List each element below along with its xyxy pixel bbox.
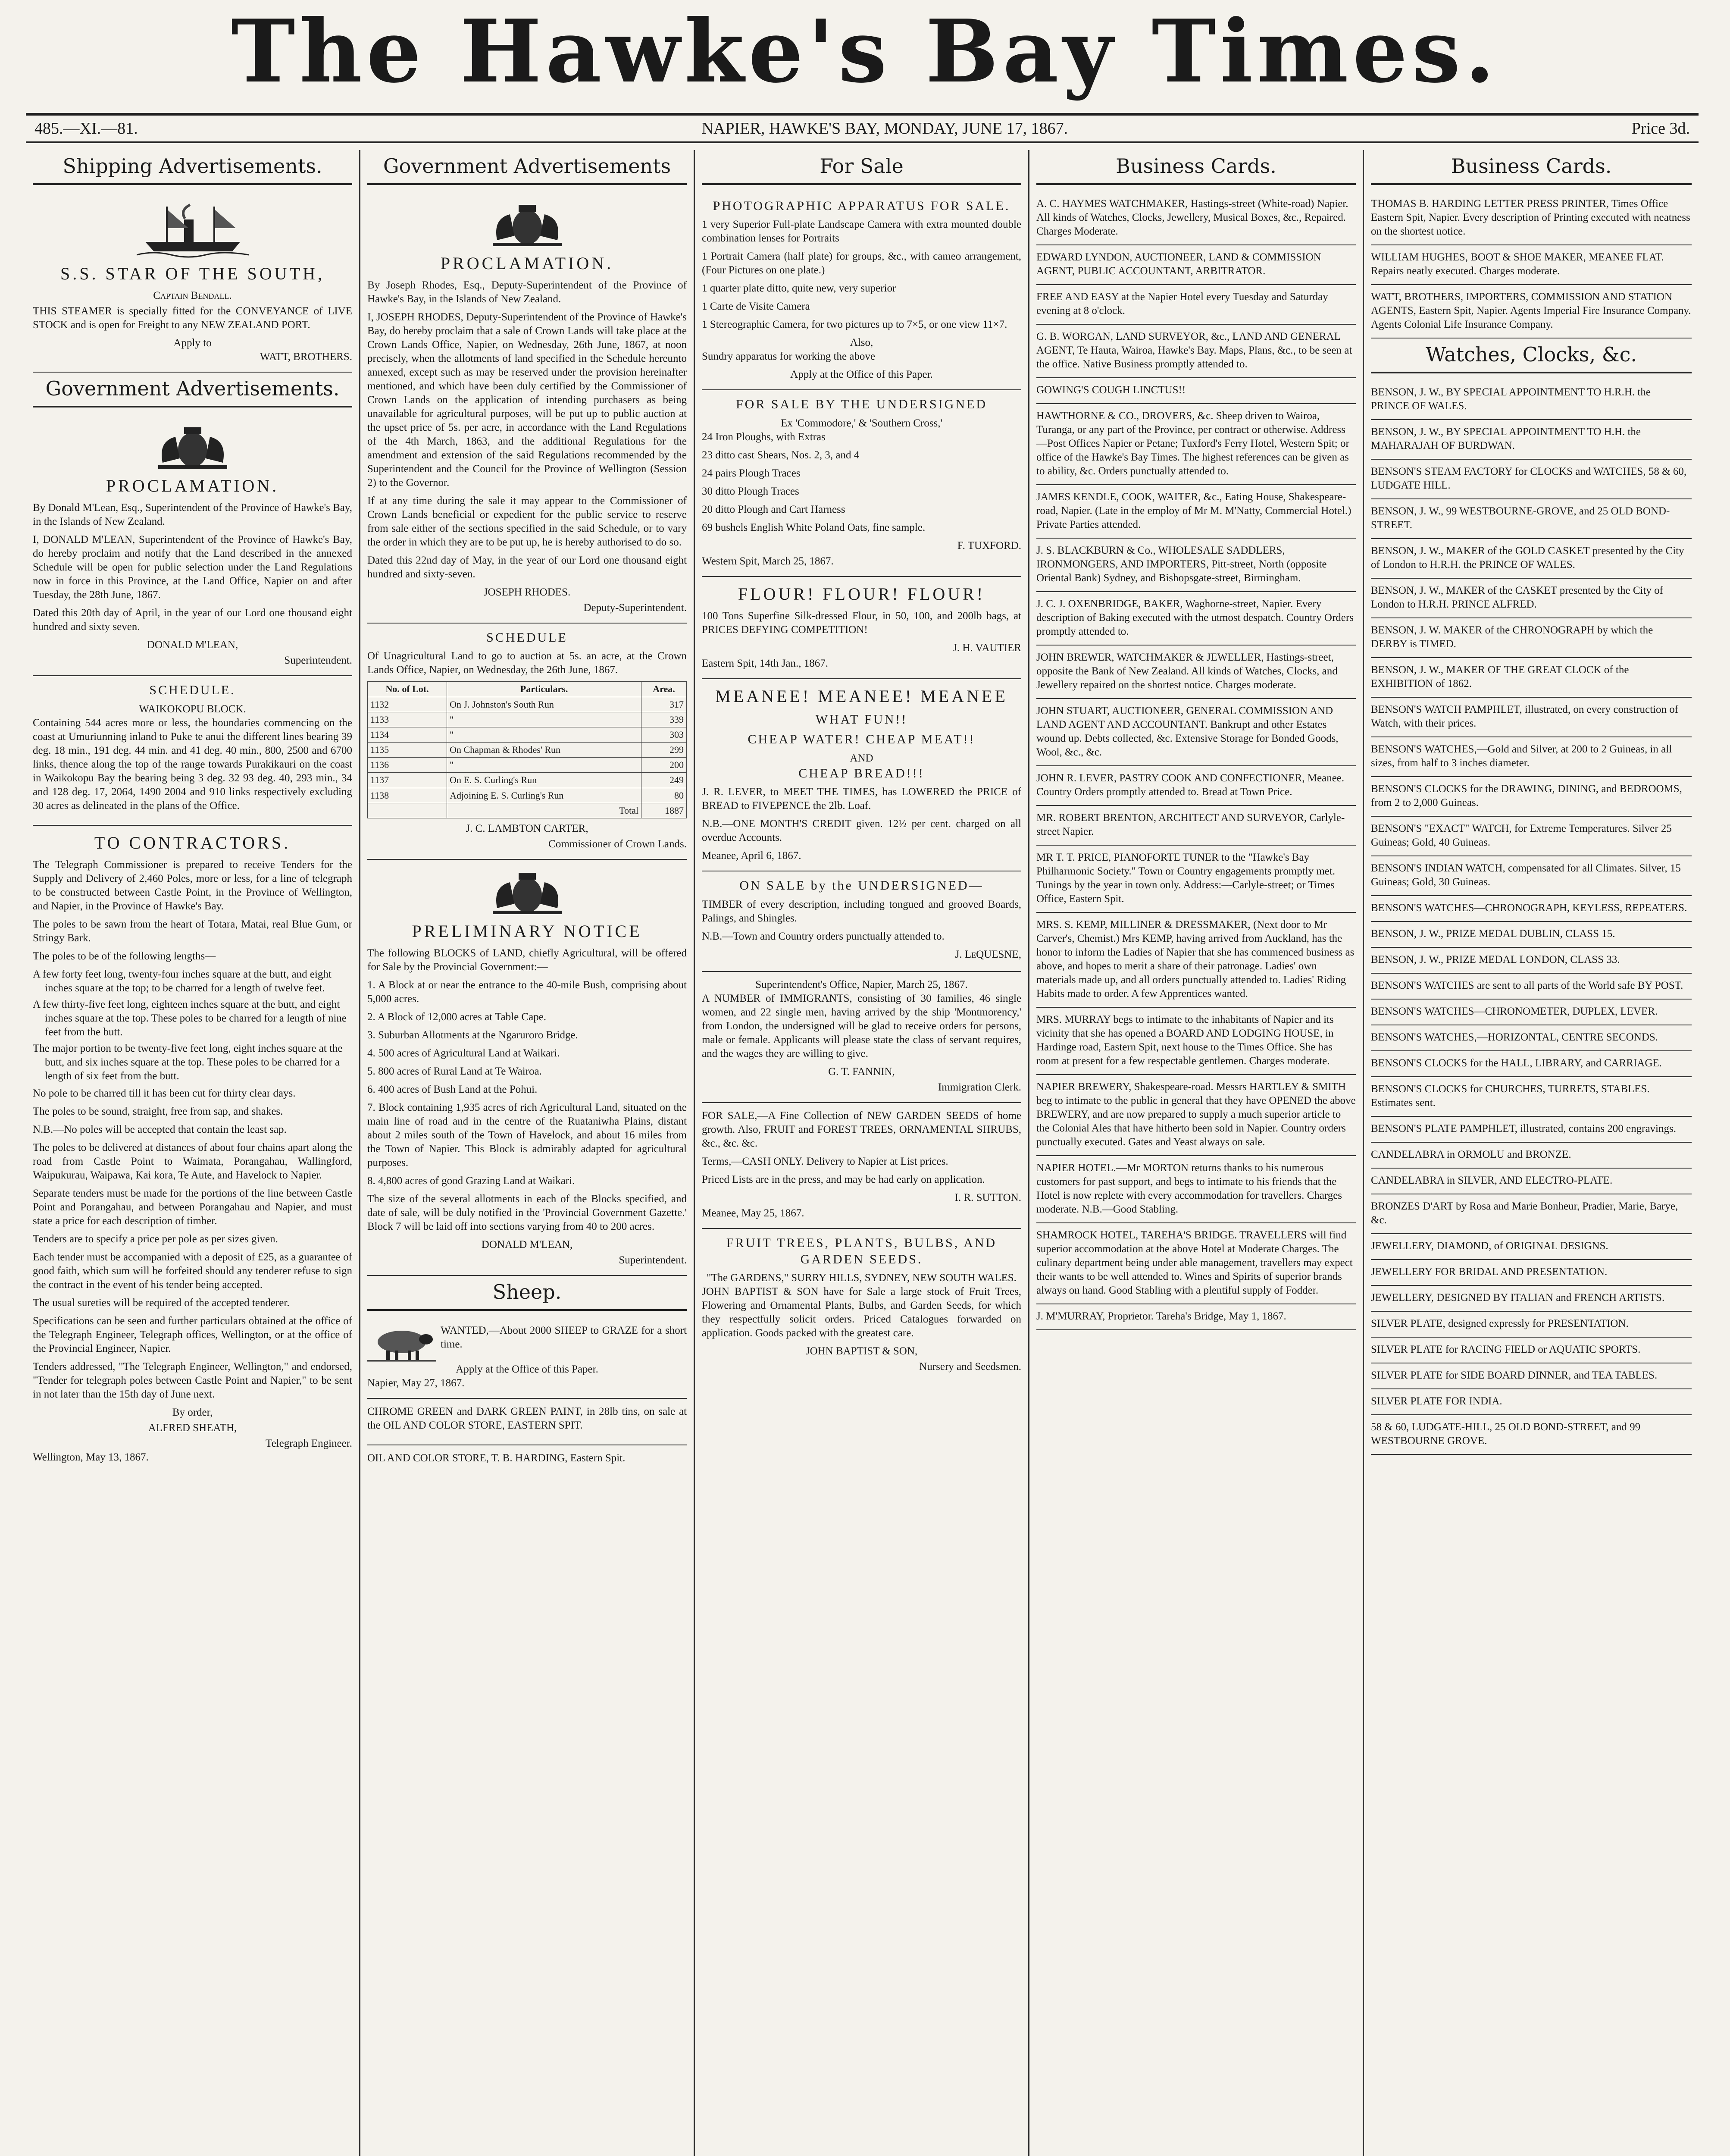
benson-ad: BENSON'S WATCHES,—Gold and Silver, at 200 to 2 Guineas, in all sizes, from half to 3 inches diameter.	[1371, 737, 1692, 777]
seeds-signed: I. R. SUTTON.	[954, 1191, 1021, 1203]
list-item: 30 ditto Plough Traces	[702, 485, 799, 497]
ship-ad-body: THIS STEAMER is specially fitted for the CONVEYANCE of LIVE STOCK and is open for Freight to any NEW ZEALAND PORT.	[33, 305, 352, 331]
business-card: NAPIER HOTEL.—Mr MORTON returns thanks to his numerous customers for past support, and begs to intimate to his friends that the Hotel is now replete with every accommodation for travellers. Charges moderate. N.B.—Good Stabling.	[1036, 1156, 1356, 1223]
meanee-nb: N.B.—ONE MONTH'S CREDIT given. 12½ per cent. charged on all overdue Accounts.	[702, 818, 1021, 844]
contractors-title: TO CONTRACTORS.	[94, 833, 291, 852]
schedule-signed: J. C. LAMBTON CARTER,	[466, 822, 588, 834]
preliminary-note: The size of the several allotments in each of the Blocks specified, and date of sale, will be duly notified in the 'Provincial Government Gazette.' Block 7 will be laid off into sections varying from 40 to 200 acres.	[367, 1193, 687, 1233]
business-card: EDWARD LYNDON, AUCTIONEER, LAND & COMMISSION AGENT, PUBLIC ACCOUNTANT, ARBITRATOR.	[1036, 245, 1356, 285]
business-card: FREE AND EASY at the Napier Hotel every Tuesday and Saturday evening at 8 o'clock.	[1036, 285, 1356, 325]
proclamation-rhodes	[367, 192, 687, 624]
benson-ad: JEWELLERY FOR BRIDAL AND PRESENTATION.	[1371, 1260, 1692, 1286]
list-item: 24 Iron Ploughs, with Extras	[702, 431, 826, 443]
business-card: J. C. J. OXENBRIDGE, BAKER, Waghorne-street, Napier. Every description of Baking executed with the utmost despatch. Country Orders promptly attended to.	[1036, 592, 1356, 646]
table-row	[368, 712, 687, 727]
table-cell: 1132	[368, 697, 447, 712]
benson-ad: JEWELLERY, DESIGNED BY ITALIAN and FRENCH ARTISTS.	[1371, 1286, 1692, 1312]
benson-ad: BENSON, J. W., 99 WESTBOURNE-GROVE, and 25 OLD BOND-STREET.	[1371, 499, 1692, 539]
business-card: WILLIAM HUGHES, BOOT & SHOE MAKER, MEANEE FLAT. Repairs neatly executed. Charges moderate.	[1371, 245, 1692, 285]
business-card: THOMAS B. HARDING LETTER PRESS PRINTER, Times Office Eastern Spit, Napier. Every description of Printing executed with neatness on the shortest notice.	[1371, 192, 1692, 245]
business-card: MR. ROBERT BRENTON, ARCHITECT AND SURVEYOR, Carlyle-street Napier.	[1036, 806, 1356, 846]
ploughs-place: Western Spit, March 25, 1867.	[702, 555, 834, 567]
sheep-icon	[367, 1324, 436, 1363]
masthead	[0, 0, 1730, 103]
proclamation-dated: Dated this 20th day of April, in the year of our Lord one thousand eight hundred and sixty seven.	[33, 607, 352, 633]
column-2	[360, 150, 695, 2156]
business-card: SHAMROCK HOTEL, TAREHA'S BRIDGE. TRAVELLERS will find superior accommodation at the above Hotel at Moderate Charges. The culinary department being under able management, travellers may expect their wants to be well attended to. Wines and Spirits of superior brands always on hand. Good Stabling with a plentiful supply of Fodder.	[1036, 1223, 1356, 1304]
total-value: 1887	[641, 803, 687, 818]
seeds-lists: Priced Lists are in the press, and may be had early on application.	[702, 1173, 985, 1185]
schedule-title: SCHEDULE.	[149, 683, 236, 698]
contractors-length-list	[33, 968, 352, 1083]
schedule-unagricultural	[367, 624, 687, 860]
business-card: JOHN R. LEVER, PASTRY COOK AND CONFECTIONER, Meanee. Country Orders promptly attended to. Bread at Town Price.	[1036, 766, 1356, 806]
list-item: 1 Carte de Visite Camera	[702, 301, 810, 313]
meanee-bread-ad	[702, 679, 1021, 871]
schedule-block: WAIKOKOPU BLOCK.	[139, 703, 246, 715]
seeds-title: FOR SALE,—A Fine Collection of NEW GARDEN SEEDS of home growth. Also, FRUIT and FOREST TREES, ORNAMENTAL SHRUBS, &c., &c. &c.	[702, 1109, 1021, 1149]
list-item: 8. 4,800 acres of good Grazing Land at Waikari.	[367, 1175, 575, 1187]
contractors-intro: The Telegraph Commissioner is prepared to receive Tenders for the Supply and Delivery of 2,460 Poles, more or less, for a line of telegraph to be constructed between Castle Point, in the Province of Wellington, and Napier, in the Province of Hawke's Bay.	[33, 859, 352, 912]
meanee-sub: WHAT FUN!!	[815, 712, 908, 727]
photo-apply: Apply at the Office of this Paper.	[790, 369, 933, 381]
benson-ad: BENSON'S CLOCKS for CHURCHES, TURRETS, STABLES. Estimates sent.	[1371, 1077, 1692, 1117]
contractors-note: N.B.—No poles will be accepted that contain the least sap.	[33, 1123, 287, 1135]
column-4	[1029, 150, 1364, 2156]
benson-ad: SILVER PLATE for RACING FIELD or AQUATIC SPORTS.	[1371, 1338, 1692, 1363]
contractors-poles: The poles to be sawn from the heart of Totara, Matai, real Blue Gum, or Stringy Bark.	[33, 918, 352, 944]
benson-ad: BENSON'S CLOCKS for the HALL, LIBRARY, and CARRIAGE.	[1371, 1051, 1692, 1077]
ship-captain: Captain Bendall.	[153, 290, 232, 302]
royal-crest-icon	[480, 869, 575, 917]
business-card: J. S. BLACKBURN & Co., WHOLESALE SADDLERS, IRONMONGERS, AND IMPORTERS, Pitt-street, North (opposite Oriental Bank) Sydney, and Bishopsgate-street, Birmingham.	[1036, 539, 1356, 592]
benson-ad: BENSON'S PLATE PAMPHLET, illustrated, contains 200 engravings.	[1371, 1117, 1692, 1143]
proclamation-role: Superintendent.	[284, 655, 352, 667]
list-item: The major portion to be twenty-five feet long, eight inches square at the butt, and six inches square at the top. These poles to be charred for a length of six feet from the butt.	[33, 1042, 343, 1082]
proclamation-signed: JOSEPH RHODES.	[483, 586, 571, 599]
table-cell: 1137	[368, 773, 447, 788]
list-item: 5. 800 acres of Rural Land at Te Wairoa.	[367, 1065, 542, 1078]
table-cell: On J. Johnston's South Run	[447, 697, 641, 712]
newspaper-title: The Hawke's Bay Times.	[231, 1, 1499, 102]
proclamation-dated: Dated this 22nd day of May, in the year of our Lord one thousand eight hundred and sixty-seven.	[367, 555, 687, 580]
table-cell: 299	[641, 743, 687, 758]
proclamation-body: I, JOSEPH RHODES, Deputy-Superintendent of the Province of Hawke's Bay, do hereby proclaim that a sale of Crown Lands will take place at the Crown Lands Office, Napier, on Wednesday, 26th June, 1867, at noon precisely, when the allotments of land specified in the Schedule hereunto annexed, except such as may be reserved under the provision hereinafter mentioned, and which have been duly certified by the Commissioner of Crown Lands on the application of intending purchasers as being unavailable for agricultural purposes, will be put up to public auction at the upset price of 5s. per acre, in accordance with the Land Regulations of the 4th March, 1863, and the additional Regulations for the amendment and extension of the said Regulations recommended by the Superintendent and the Council for the Province of Wellington (Session 2) to the Governor.	[367, 311, 687, 489]
benson-ad: BENSON, J. W., PRIZE MEDAL DUBLIN, CLASS 15.	[1371, 922, 1692, 948]
list-item: 69 bushels English White Poland Oats, fine sample.	[702, 521, 926, 533]
sheep-heading: Sheep.	[367, 1276, 687, 1311]
timber-signed: J. LeQUESNE,	[955, 948, 1021, 960]
contractors-note: The poles to be delivered at distances of about four chains apart along the road from Castle Point to Waimata, Porangahau, Wallingford, Waipukurau, Waipawa, Kai kora, Te Aute, and Havelock to Napier.	[33, 1141, 352, 1181]
preliminary-notice	[367, 860, 687, 1276]
contractors-note: Tenders addressed, "The Telegraph Engineer, Wellington," and endorsed, "Tender for telegraph poles between Castle Point and Napier," to be sent in not later than the 15th day of June next.	[33, 1360, 352, 1400]
proclamation-title: PROCLAMATION.	[440, 253, 614, 273]
flour-place: Eastern Spit, 14th Jan., 1867.	[702, 657, 829, 669]
table-cell: On Chapman & Rhodes' Run	[447, 743, 641, 758]
trees-body: JOHN BAPTIST & SON have for Sale a large stock of Fruit Trees, Flowering and Ornamental Plants, Bulbs, and Garden Seeds, for which they respectfully solicit orders. Priced Catalogues forwarded on application. Goods packed with the greatest care.	[702, 1286, 1021, 1339]
benson-ad: BENSON, J. W., PRIZE MEDAL LONDON, CLASS 33.	[1371, 948, 1692, 974]
trees-garden: "The GARDENS," SURRY HILLS, SYDNEY, NEW SOUTH WALES.	[707, 1272, 1017, 1284]
benson-ad: BENSON, J. W., MAKER OF THE GREAT CLOCK of the EXHIBITION of 1862.	[1371, 658, 1692, 698]
oil-store-ad	[367, 1445, 687, 1477]
trees-signed: JOHN BAPTIST & SON,	[805, 1345, 918, 1357]
schedule-title: SCHEDULE	[486, 630, 568, 645]
steamship-icon	[137, 202, 249, 258]
issue-number: 485.—XI.—81.	[34, 119, 138, 138]
benson-ad: BENSON'S WATCHES,—HORIZONTAL, CENTRE SECONDS.	[1371, 1025, 1692, 1051]
business-card: A. C. HAYMES WATCHMAKER, Hastings-street (White-road) Napier. All kinds of Watches, Clocks, Jewellery, Musical Boxes, &c., Repaired. Charges Moderate.	[1036, 192, 1356, 245]
benson-ad: BENSON'S WATCHES—CHRONOGRAPH, KEYLESS, REPEATERS.	[1371, 896, 1692, 922]
table-cell: 1135	[368, 743, 447, 758]
immigrants-role: Immigration Clerk.	[938, 1081, 1021, 1093]
preliminary-intro: The following BLOCKS of LAND, chiefly Agricultural, will be offered for Sale by the Provincial Government:—	[367, 947, 687, 973]
schedule-body: Containing 544 acres more or less, the boundaries commencing on the coast at Umuriunning inland to Puke te anui the different lines bearing 39 deg. 18 min., 191 deg. 44 min. and 41 deg. 40 min., 800, 2500 and 6700 links, thence along the top of the range towards Purakikauri on the coast in Waikokopu Bay the bearing being 3 deg. 32 93 deg. 40, 293 min., 34 and 128 deg. 17, 2064, 1490 2004 and 910 links respectively excluding 30 acres as delineated in the plans of the Office.	[33, 717, 352, 812]
preliminary-signed: DONALD M'LEAN,	[481, 1239, 573, 1251]
ship-ad-title: S.S. STAR OF THE SOUTH,	[60, 263, 325, 283]
list-item: 7. Block containing 1,935 acres of rich Agricultural Land, situated on the main line of road and in the centre of the Ruataniwha Plains, distant about 2 miles south of the Town of Havelock, and about 16 miles from the Town of Napier. This Block is admirably adapted for agricultural purposes.	[367, 1102, 687, 1169]
proclamation-mlean	[33, 414, 352, 676]
list-item: 23 ditto cast Shears, Nos. 2, 3, and 4	[702, 449, 860, 461]
photo-apparatus-ad	[702, 192, 1021, 390]
fruit-trees-ad	[702, 1229, 1021, 1382]
seeds-place: Meanee, May 25, 1867.	[702, 1207, 804, 1219]
table-row	[368, 773, 687, 788]
ship-ad	[33, 192, 352, 373]
contractors-ad	[33, 826, 352, 1472]
seeds-ad	[702, 1103, 1021, 1229]
photo-sundry: Sundry apparatus for working the above	[702, 351, 875, 363]
benson-ad: SILVER PLATE, designed expressly for PRESENTATION.	[1371, 1312, 1692, 1338]
table-cell: On E. S. Curling's Run	[447, 773, 641, 788]
sheep-ad	[367, 1318, 687, 1399]
preliminary-title: PRELIMINARY NOTICE	[412, 921, 642, 941]
shipping-heading: Shipping Advertisements.	[33, 150, 352, 185]
benson-ad: CANDELABRA in ORMOLU and BRONZE.	[1371, 1143, 1692, 1169]
column-3	[695, 150, 1029, 2156]
column-1	[26, 150, 360, 2156]
ship-ad-agent: WATT, BROTHERS.	[260, 351, 352, 363]
list-item: 3. Suburban Allotments at the Ngaruroro Bridge.	[367, 1029, 578, 1041]
oil-store-text: OIL AND COLOR STORE, T. B. HARDING, Eastern Spit.	[367, 1452, 626, 1464]
contractors-note: Tenders are to specify a price per pole as per sizes given.	[33, 1233, 278, 1245]
table-cell: 1138	[368, 788, 447, 803]
table-cell: 1134	[368, 727, 447, 742]
benson-ad: CANDELABRA in SILVER, AND ELECTRO-PLATE.	[1371, 1169, 1692, 1194]
table-cell	[368, 803, 447, 818]
table-row	[368, 743, 687, 758]
table-row	[368, 758, 687, 773]
benson-ad: 58 & 60, LUDGATE-HILL, 25 OLD BOND-STREET, and 99 WESTBOURNE GROVE.	[1371, 1415, 1692, 1455]
schedule-waikokopu	[33, 676, 352, 825]
business-card: JOHN BREWER, WATCHMAKER & JEWELLER, Hastings-street, opposite the Bank of New Zealand. All kinds of Watches, Clocks, and Jewellery repaired on the shortest notice. Charges moderate.	[1036, 646, 1356, 699]
business-card: MRS. MURRAY begs to intimate to the inhabitants of Napier and its vicinity that she has opened a BOARD AND LODGING HOUSE, in Hardinge road, Eastern Spit, next house to the Times Office. She has room at present for a few respectable gentlemen. Charges moderate.	[1036, 1008, 1356, 1075]
immigrants-ad	[702, 972, 1021, 1103]
government-heading-1: Government Advertisements.	[33, 373, 352, 407]
table-cell: 1133	[368, 712, 447, 727]
total-label: Total	[447, 803, 641, 818]
chrome-paint-text: CHROME GREEN and DARK GREEN PAINT, in 28lb tins, on sale at the OIL AND COLOR STORE, EASTERN SPIT.	[367, 1405, 687, 1431]
business-cards-heading-2: Business Cards.	[1371, 150, 1692, 185]
benson-ad: BRONZES D'ART by Rosa and Marie Bonheur, Pradier, Marie, Barye, &c.	[1371, 1194, 1692, 1234]
trees-role: Nursery and Seedsmen.	[919, 1361, 1021, 1373]
table-header: No. of Lot.	[368, 682, 447, 697]
contractors-note: No pole to be charred till it has been cut for thirty clear days.	[33, 1087, 296, 1099]
list-item: 1. A Block at or near the entrance to the 40-mile Bush, comprising about 5,000 acres.	[367, 979, 687, 1005]
flour-signed: J. H. VAUTIER	[953, 642, 1021, 654]
benson-ad: BENSON, J. W., MAKER of the GOLD CASKET presented by the City of London to H.R.H. the PRINCE OF WALES.	[1371, 539, 1692, 579]
benson-ad: BENSON, J. W., MAKER of the CASKET presented by the City of London to H.R.H. PRINCE ALFRED.	[1371, 579, 1692, 618]
business-card: MR T. T. PRICE, PIANOFORTE TUNER to the "Hawke's Bay Philharmonic Society." Town or Country engagements promptly met. Tunings by the year in town only. Address:—Carlyle-street; or Times Office, Eastern Spit.	[1036, 846, 1356, 913]
meanee-bread: CHEAP BREAD!!!	[798, 766, 925, 780]
flour-body: 100 Tons Superfine Silk-dressed Flour, in 50, 100, and 200lb bags, at PRICES DEFYING COMPETITION!	[702, 610, 1021, 636]
business-card: JAMES KENDLE, COOK, WAITER, &c., Eating House, Shakespeare-road, Napier. (Late in the employ of Mr M. M'Natty, Commercial Hotel.) Private Parties attended.	[1036, 485, 1356, 539]
proclamation-by: By Joseph Rhodes, Esq., Deputy-Superintendent of the Province of Hawke's Bay, in the Islands of New Zealand.	[367, 279, 687, 305]
table-cell: 200	[641, 758, 687, 773]
for-sale-heading: For Sale	[702, 150, 1021, 185]
flour-ad	[702, 577, 1021, 679]
seeds-terms: Terms,—CASH ONLY. Delivery to Napier at List prices.	[702, 1155, 948, 1167]
contractors-note: Specifications can be seen and further particulars obtained at the office of the Telegraph Engineer, Telegraph offices, Wellington, or at the office of the Provincial Engineer, Napier.	[33, 1315, 352, 1354]
business-card: MRS. S. KEMP, MILLINER & DRESSMAKER, (Next door to Mr Carver's, Chemist.) Mrs KEMP, having arrived from Auckland, has the honor to inform the Ladies of Napier that she has commenced business as above, and hopes to merit a share of their patronage. Ladies' own materials made up, and all orders punctually attended to. Ladies' Riding Habits made to order. A few Apprentices wanted.	[1036, 913, 1356, 1008]
sheep-date: Napier, May 27, 1867.	[367, 1377, 465, 1389]
photo-also: Also,	[850, 337, 873, 349]
ploughs-title: FOR SALE BY THE UNDERSIGNED	[735, 397, 988, 412]
list-item: 6. 400 acres of Bush Land at the Pohui.	[367, 1084, 538, 1096]
list-item: 1 Portrait Camera (half plate) for groups, &c., with cameo arrangement, (Four Pictures on one plate.)	[702, 251, 1021, 276]
list-item: A few thirty-five feet long, eighteen inches square at the butt, and eight inches square at the top. These poles to be charred for a length of nine feet from the butt.	[33, 998, 347, 1038]
table-cell: 80	[641, 788, 687, 803]
table-row	[368, 697, 687, 712]
meanee-and: AND	[850, 752, 873, 764]
proclamation-signed: DONALD M'LEAN,	[147, 639, 238, 651]
benson-ad: JEWELLERY, DIAMOND, of ORIGINAL DESIGNS.	[1371, 1234, 1692, 1260]
proclamation-body: I, DONALD M'LEAN, Superintendent of the Province of Hawke's Bay, do hereby proclaim and notify that the Land described in the annexed Schedule will be open for public selection under the Land Regulations now in force in this Province, at the Land Office, Napier on and after Tuesday, the 28th June, 1867.	[33, 534, 352, 601]
watches-heading: Watches, Clocks, &c.	[1371, 338, 1692, 373]
list-item: 1 very Superior Full-plate Landscape Camera with extra mounted double combination lenses for Portraits	[702, 219, 1021, 244]
meanee-title: MEANEE! MEANEE! MEANEE	[715, 686, 1008, 706]
list-item: 2. A Block of 12,000 acres at Table Cape.	[367, 1011, 547, 1023]
dateline	[26, 113, 1699, 143]
benson-ad: BENSON, J. W., BY SPECIAL APPOINTMENT TO H.H. the MAHARAJAH OF BURDWAN.	[1371, 420, 1692, 460]
column-5	[1364, 150, 1699, 2156]
list-item: 20 ditto Plough and Cart Harness	[702, 503, 845, 515]
royal-crest-icon	[145, 424, 240, 471]
timber-ad	[702, 871, 1021, 971]
business-card: GOWING'S COUGH LINCTUS!!	[1036, 378, 1356, 404]
benson-ad: BENSON'S STEAM FACTORY for CLOCKS and WATCHES, 58 & 60, LUDGATE HILL.	[1371, 460, 1692, 499]
price: Price 3d.	[1631, 119, 1690, 138]
table-cell: 1136	[368, 758, 447, 773]
contractors-role: Telegraph Engineer.	[266, 1437, 352, 1449]
benson-ad: BENSON, J. W. MAKER of the CHRONOGRAPH by which the DERBY is TIMED.	[1371, 618, 1692, 658]
contractors-note: The poles to be sound, straight, free from sap, and shakes.	[33, 1105, 283, 1117]
sheep-apply: Apply at the Office of this Paper.	[456, 1363, 598, 1375]
royal-crest-icon	[480, 201, 575, 249]
table-cell: 339	[641, 712, 687, 727]
meanee-date: Meanee, April 6, 1867.	[702, 850, 801, 862]
contractors-note: Each tender must be accompanied with a deposit of £25, as a guarantee of good faith, which sum will be forfeited should any tenderer refuse to sign the contract in the event of his tender being accepted.	[33, 1251, 352, 1291]
proclamation-by: By Donald M'Lean, Esq., Superintendent of the Province of Hawke's Bay, in the Islands of New Zealand.	[33, 502, 352, 528]
lots-table	[367, 681, 687, 818]
table-cell: 303	[641, 727, 687, 742]
proclamation-title: PROCLAMATION.	[106, 476, 279, 495]
business-card: J. M'MURRAY, Proprietor. Tareha's Bridge, May 1, 1867.	[1036, 1304, 1356, 1330]
benson-ad: SILVER PLATE FOR INDIA.	[1371, 1389, 1692, 1415]
business-card: NAPIER BREWERY, Shakespeare-road. Messrs HARTLEY & SMITH beg to intimate to the public in general that they have OPENED the above BREWERY, and are now prepared to supply a much superior article to the Colonial Ales that have hitherto been sold in Napier. Country orders punctually executed. Gates and Yeast always on sale.	[1036, 1075, 1356, 1156]
list-item: A few forty feet long, twenty-four inches square at the butt, and eight inches square at the top; to be charred for a length of twelve feet.	[33, 968, 332, 994]
benson-ad: BENSON'S WATCHES are sent to all parts of the World safe BY POST.	[1371, 974, 1692, 1000]
business-card: G. B. WORGAN, LAND SURVEYOR, &c., LAND AND GENERAL AGENT, Te Hauta, Wairoa, Hawke's Bay. Maps, Plans, &c., to be seen at the office. Native Business promptly attended to.	[1036, 325, 1356, 378]
table-header: Particulars.	[447, 682, 641, 697]
contractors-signed: ALFRED SHEATH,	[148, 1422, 237, 1434]
business-card: WATT, BROTHERS, IMPORTERS, COMMISSION AND STATION AGENTS, Eastern Spit, Napier. Agents Imperial Fire Insurance Company. Agents Colonial Life Insurance Company.	[1371, 285, 1692, 338]
contractors-lengths: The poles to be of the following lengths—	[33, 950, 216, 962]
meanee-cheap: CHEAP WATER! CHEAP MEAT!!	[748, 732, 976, 747]
table-cell: Adjoining E. S. Curling's Run	[447, 788, 641, 803]
timber-nb: N.B.—Town and Country orders punctually attended to.	[702, 930, 945, 942]
contractors-note: Separate tenders must be made for the portions of the line between Castle Point and Porangahau, and between Porangahau and Napier, and must state a price for each description of timber.	[33, 1187, 352, 1227]
schedule-role: Commissioner of Crown Lands.	[548, 838, 687, 850]
ploughs-signed: F. TUXFORD.	[957, 539, 1021, 552]
proclamation-role: Deputy-Superintendent.	[583, 602, 687, 614]
ship-ad-apply: Apply to	[173, 337, 212, 349]
table-row	[368, 727, 687, 742]
place-date: NAPIER, HAWKE'S BAY, MONDAY, JUNE 17, 1867.	[701, 119, 1068, 138]
table-cell: 317	[641, 697, 687, 712]
ploughs-ex: Ex 'Commodore,' & 'Southern Cross,'	[781, 417, 942, 429]
table-total-row	[368, 803, 687, 818]
benson-ad: BENSON'S WATCHES—CHRONOMETER, DUPLEX, LEVER.	[1371, 1000, 1692, 1025]
proclamation-body-2: If at any time during the sale it may appear to the Commissioner of Crown Lands beneficial or expedient for the public service to reserve from sale either of the sections specified in the said Schedule, or to vary the order in which they are to be put up, he is hereby authorised to do so.	[367, 495, 687, 548]
benson-ad: BENSON'S CLOCKS for the DRAWING, DINING, and BEDROOMS, from 2 to 2,000 Guineas.	[1371, 777, 1692, 817]
benson-ad: SILVER PLATE for SIDE BOARD DINNER, and TEA TABLES.	[1371, 1363, 1692, 1389]
government-heading-2: Government Advertisements	[367, 150, 687, 185]
immigrants-office: Superintendent's Office, Napier, March 25, 1867.	[755, 978, 968, 990]
immigrants-body: A NUMBER of IMMIGRANTS, consisting of 30 families, 46 single women, and 22 single men, having arrived by the ship 'Montmorency,' from London, the undersigned will be glad to receive orders for persons, male or female. Applicants will please state the class of servant requires, and the wages they are willing to give.	[702, 992, 1021, 1059]
list-item: 24 pairs Plough Traces	[702, 467, 801, 479]
sheep-title: WANTED,—About 2000 SHEEP to GRAZE for a short time.	[441, 1324, 687, 1350]
contractors-by-order: By order,	[172, 1406, 213, 1418]
table-cell: "	[447, 712, 641, 727]
schedule-intro: Of Unagricultural Land to go to auction at 5s. an acre, at the Crown Lands Office, Napier, on Wednesday, the 26th June, 1867.	[367, 650, 687, 676]
table-header: Area.	[641, 682, 687, 697]
benson-ad: BENSON'S WATCH PAMPHLET, illustrated, on every construction of Watch, with their prices.	[1371, 698, 1692, 737]
business-cards-heading-1: Business Cards.	[1036, 150, 1356, 185]
table-cell: 249	[641, 773, 687, 788]
contractors-note: The usual sureties will be required of the accepted tenderer.	[33, 1297, 290, 1309]
benson-ad: BENSON, J. W., BY SPECIAL APPOINTMENT TO H.R.H. the PRINCE OF WALES.	[1371, 380, 1692, 420]
list-item: 4. 500 acres of Agricultural Land at Waikari.	[367, 1047, 560, 1059]
trees-title: FRUIT TREES, PLANTS, BULBS, AND GARDEN SEEDS.	[726, 1235, 997, 1266]
chrome-paint-ad	[367, 1399, 687, 1445]
timber-body: TIMBER of every description, including tongued and grooved Boards, Palings, and Shingles.	[702, 898, 1021, 924]
immigrants-signed: G. T. FANNIN,	[828, 1065, 895, 1078]
timber-title: ON SALE by the UNDERSIGNED—	[739, 878, 984, 893]
business-card: JOHN STUART, AUCTIONEER, GENERAL COMMISSION AND LAND AGENT AND ACCOUNTANT. Bankrupt and other Estates wound up. Debts collected, &c. Extensive Storage for Bonded Goods, Wool, &c., &c.	[1036, 699, 1356, 766]
columns	[26, 150, 1699, 2156]
benson-ad: BENSON'S "EXACT" WATCH, for Extreme Temperatures. Silver 25 Guineas; Gold, 40 Guineas.	[1371, 817, 1692, 856]
table-cell: "	[447, 727, 641, 742]
benson-ad: BENSON'S INDIAN WATCH, compensated for all Climates. Silver, 15 Guineas; Gold, 30 Guineas.	[1371, 856, 1692, 896]
table-row	[368, 788, 687, 803]
list-item: 1 quarter plate ditto, quite new, very superior	[702, 282, 896, 295]
contractors-place: Wellington, May 13, 1867.	[33, 1451, 149, 1463]
business-card: HAWTHORNE & CO., DROVERS, &c. Sheep driven to Wairoa, Turanga, or any part of the Province, per contract or otherwise. Address—Post Offices Napier or Petane; Tuxford's Ferry Hotel, Western Spit; or office of the Hawke's Bay Times. The highest references can be given as to ability, &c. Orders punctually attended to.	[1036, 404, 1356, 485]
ploughs-ad	[702, 390, 1021, 577]
table-cell: "	[447, 758, 641, 773]
meanee-body: J. R. LEVER, to MEET THE TIMES, has LOWERED the PRICE of BREAD to FIVEPENCE the 2lb. Loaf.	[702, 786, 1021, 812]
photo-title: PHOTOGRAPHIC APPARATUS FOR SALE.	[713, 198, 1010, 213]
preliminary-role: Superintendent.	[619, 1254, 687, 1266]
flour-title: FLOUR! FLOUR! FLOUR!	[738, 584, 985, 604]
list-item: 1 Stereographic Camera, for two pictures up to 7×5, or one view 11×7.	[702, 319, 1007, 331]
